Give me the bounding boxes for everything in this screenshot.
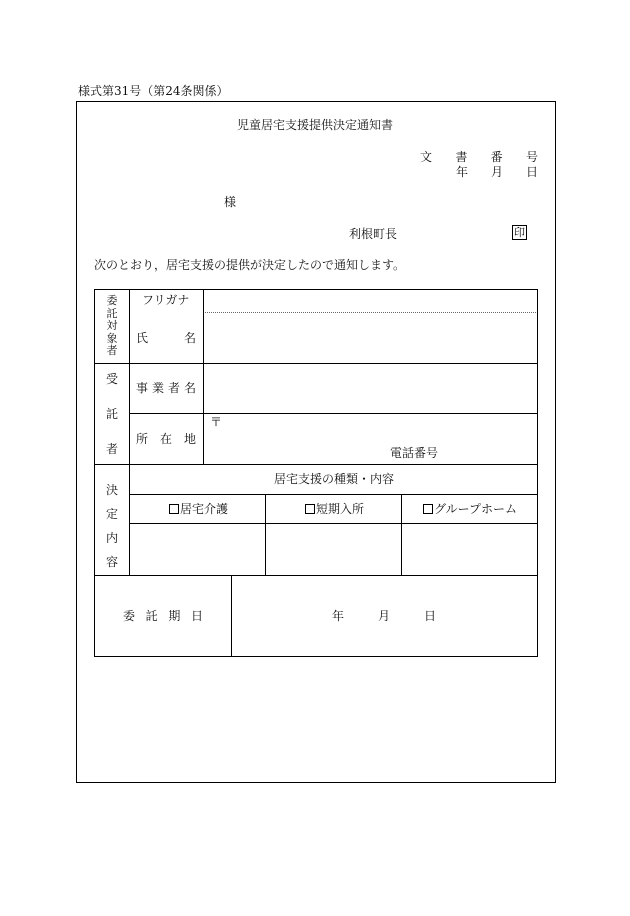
business-name-label: 事 業 者 名 [136, 381, 196, 395]
checkbox-icon[interactable] [423, 504, 433, 514]
document-number-label: 文 書 番 号 [420, 150, 538, 164]
intro-text: 次のとおり，居宅支援の提供が決定したので通知します。 [94, 258, 406, 272]
period-date: 年 月 日 [332, 609, 436, 623]
seal-mark: 印 [514, 226, 525, 239]
document-title: 児童居宅支援提供決定通知書 [237, 118, 394, 132]
entrusted-person-label: 委 託 対 象 者 [106, 294, 118, 357]
checkbox-icon[interactable] [169, 504, 179, 514]
phone-label: 電話番号 [390, 446, 439, 460]
postal-mark: 〒 [210, 415, 223, 429]
addressee-suffix: 様 [224, 195, 237, 209]
name-label: 氏 名 [136, 331, 196, 345]
option-short-stay[interactable]: 短期入所 [305, 503, 364, 515]
checkbox-icon[interactable] [305, 504, 315, 514]
date-label: 年 月 日 [456, 165, 538, 179]
option-group-home[interactable]: グループホーム [423, 503, 517, 515]
option-home-care[interactable]: 居宅介護 [169, 503, 228, 515]
furigana-label: フリガナ [142, 293, 190, 307]
decision-header: 居宅支援の種類・内容 [274, 472, 395, 486]
period-label: 委 託 期 日 [123, 609, 203, 623]
decision-label: 決 定 内 容 [105, 483, 118, 569]
contractor-label: 受 託 者 [105, 372, 118, 456]
form-number: 様式第31号（第24条関係） [78, 84, 229, 98]
address-label: 所 在 地 [136, 432, 196, 446]
issuer: 利根町長 [349, 227, 398, 241]
